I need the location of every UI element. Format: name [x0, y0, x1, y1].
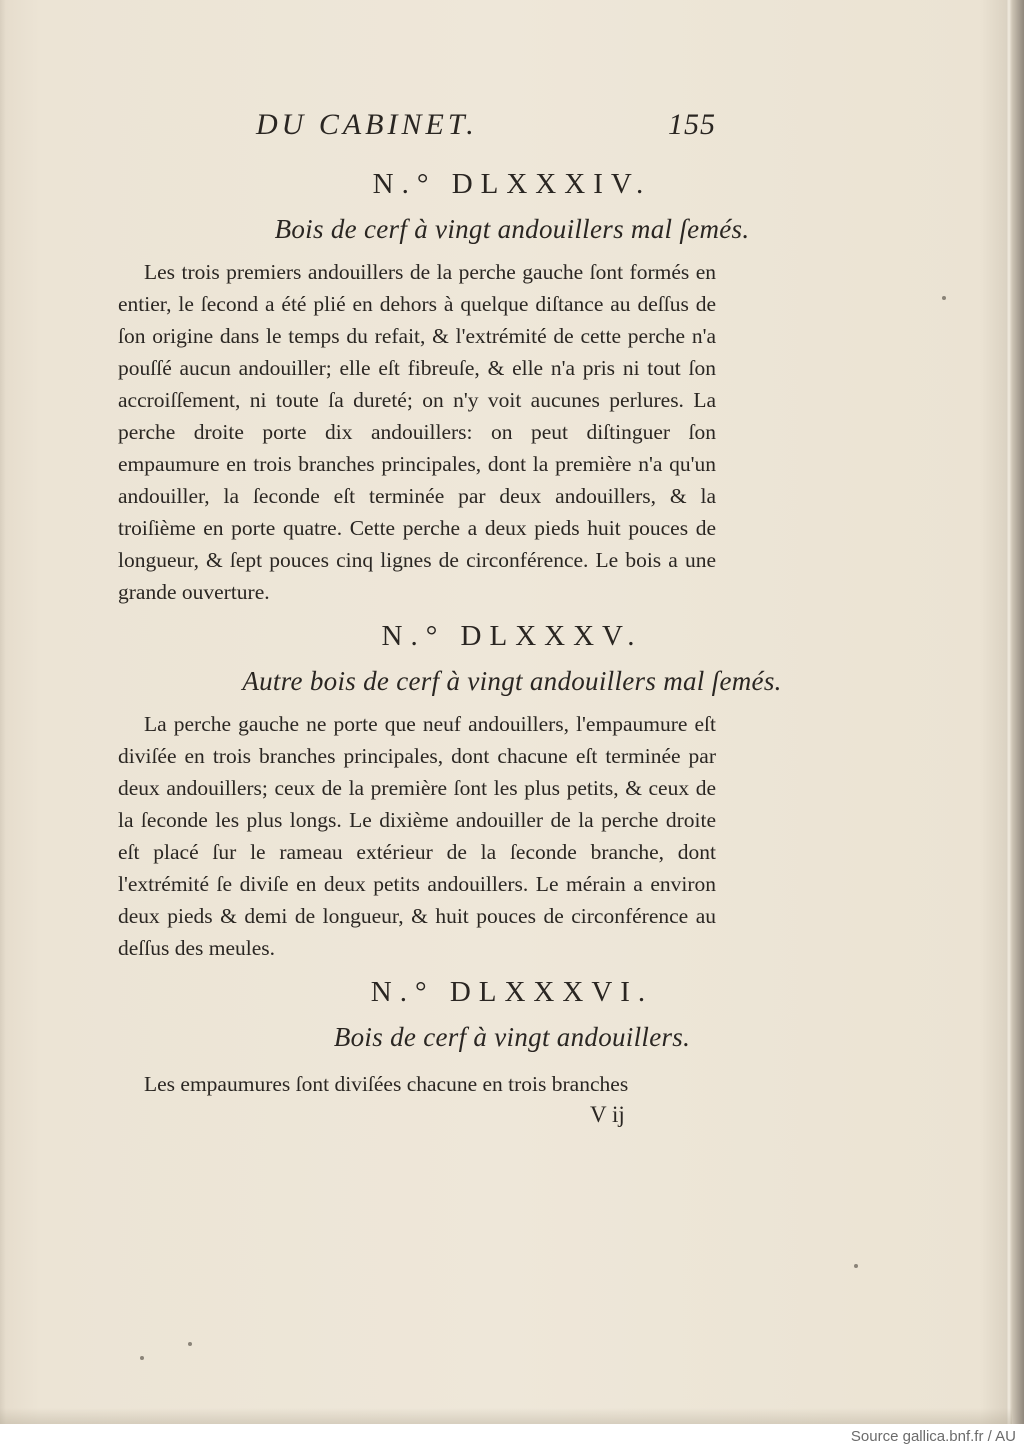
source-credit: Source gallica.bnf.fr / AU — [850, 1428, 1016, 1445]
paper-speck — [854, 1264, 858, 1268]
running-head — [256, 108, 716, 148]
entry-title: Bois de cerf à vingt andouillers. — [333, 1022, 691, 1052]
entry-number: N.° DLXXXVI. — [370, 976, 654, 1008]
entry-number: N.° DLXXXIV. — [372, 168, 652, 200]
page-number: 155 — [668, 108, 716, 141]
entry-number: N.° DLXXXV. — [381, 620, 643, 652]
paper-speck — [140, 1356, 144, 1360]
running-title: DU CABINET. — [256, 108, 478, 141]
page-bottom-shadow — [0, 1408, 1012, 1424]
entry-paragraph: Les empaumures ſont diviſées chacune en trois branches — [144, 1072, 629, 1096]
entry-body — [118, 1068, 716, 1100]
entry-paragraph: Les trois premiers andouillers de la perche gauche ſont formés en entier, le ſecond a été plié en dehors à quelque diſtance au deſſus de ſon origine dans le temps du refait, & l'extrémité de cette perche n'a pouſſé aucun andouiller; elle eſt fibreuſe, & elle n'a pris ni tout ſon accroiſſement, ni toute ſa dureté; on n'y voit aucunes perlures. La perche droite porte dix andouillers: on peut diſtinguer ſon empaumure en trois branches principales, dont la première n'a qu'un andouiller, la ſeconde eſt terminée par deux andouillers, & la troiſième en porte quatre. Cette perche a deux pieds huit pouces de longueur, & ſept pouces cinq lignes de circonférence. Le bois a une grande ouverture. — [118, 260, 716, 604]
paper-speck — [188, 1342, 192, 1346]
entry-body — [118, 256, 716, 608]
entry-title: Autre bois de cerf à vingt andouillers mal ſemés. — [242, 666, 782, 696]
entry-body — [118, 708, 716, 964]
signature-mark: V ij — [590, 1102, 625, 1127]
entry-paragraph: La perche gauche ne porte que neuf andouillers, l'empaumure eſt diviſée en trois branches principales, dont chacune eſt terminée par deux andouillers; ceux de la première ſont les plus petits, & ceux de la ſeconde les plus longs. Le dixième andouiller de la perche droite eſt placé ſur le rameau extérieur de la ſeconde branche, dont l'extrémité ſe diviſe en deux petits andouillers. Le mérain a environ deux pieds & demi de longueur, & huit pouces de circonférence au deſſus des meules. — [118, 712, 716, 960]
paper-speck — [942, 296, 946, 300]
entry-title: Bois de cerf à vingt andouillers mal ſemés. — [274, 214, 750, 244]
